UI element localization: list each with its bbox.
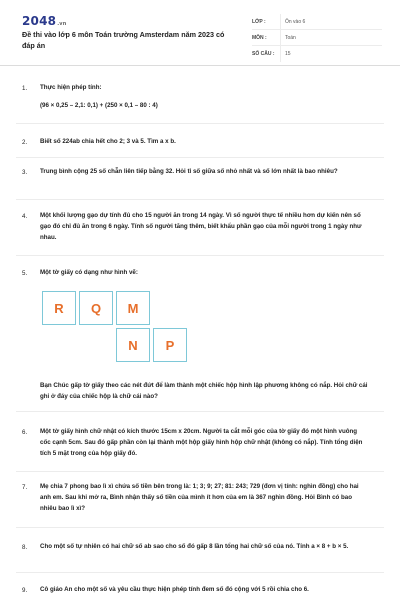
meta-value: Ôn vào 6: [280, 14, 382, 30]
question-text: Một khối lượng gạo dự tính đủ cho 15 người ăn trong 14 ngày. Vì số người thực tế nhiều hơn dự kiến nên số gạo đó chỉ đủ ăn trong 6 ngày. Tính số người tăng thêm, biết khẩu phần gạo của mỗi người trong 1 ngày như nhau.: [40, 212, 362, 241]
logo-main: 2048: [22, 14, 57, 28]
net-cell: P: [153, 328, 187, 362]
question-subtext: Bạn Chúc gấp tờ giấy theo các nét đứt để làm thành một chiếc hộp hình lập phương không có nắp. Hỏi chữ cái ghi ở đáy của chiếc hộp là chữ cái nào?: [40, 382, 368, 400]
meta-label: SỐ CÂU :: [252, 51, 275, 57]
question-number: 7.: [22, 484, 28, 491]
question-divider: [16, 199, 384, 200]
question-number: 4.: [22, 213, 28, 220]
question-text: Biết số 224ab chia hết cho 2; 3 và 5. Tìm a x b.: [40, 138, 176, 145]
net-cell: Q: [79, 291, 113, 325]
question-divider: [16, 527, 384, 528]
question-divider: [16, 411, 384, 412]
question-text: Thực hiện phép tính:: [40, 84, 102, 91]
question-text: Trung bình cộng 25 số chẵn liên tiếp bằng 32. Hỏi tỉ số giữa số nhỏ nhất và số lớn nhất là bao nhiêu?: [40, 168, 338, 175]
net-cell: R: [42, 291, 76, 325]
meta-label: LỚP :: [252, 18, 266, 25]
net-cell: M: [116, 291, 150, 325]
document-title: Đề thi vào lớp 6 môn Toán trường Amsterdam năm 2023 có đáp án: [22, 30, 225, 50]
question-number: 1.: [22, 85, 28, 92]
question-number: 6.: [22, 429, 28, 436]
logo-suffix: .vn: [57, 21, 67, 27]
question-text: Một tờ giấy có dạng như hình vẽ:: [40, 269, 138, 276]
question-divider: [16, 123, 384, 124]
question-text: Cô giáo An cho một số và yêu cầu thực hiện phép tính đem số đó cộng với 5 rồi chia cho 6.: [40, 586, 309, 593]
meta-value: Toán: [280, 30, 382, 46]
question-text: Một tờ giấy hình chữ nhật có kích thước 15cm x 20cm. Người ta cắt mỗi góc của tờ giấy đó một hình vuông cốc cạnh 5cm. Sau đó gấp phần còn lại thành một hộp giấy hình hộp chữ nhật (không có nắp). Tính tổng diện tích 5 mặt trong của hộp giấy đó.: [40, 428, 363, 457]
question-number: 5.: [22, 270, 28, 277]
meta-table: [252, 14, 382, 62]
question-divider: [16, 157, 384, 158]
question-text: Mẹ chia 7 phong bao lì xì chứa số tiền bên trong là: 1; 3; 9; 27; 81: 243; 729 (đơn vị tính: nghìn đồng) cho hai anh em. Sau khi mở ra, Bình nhận thấy số tiền của mình ít hơn của em là 367 nghìn đồng. Hỏi Bình có bao nhiêu bao lì xì?: [40, 483, 359, 512]
net-cell: N: [116, 328, 150, 362]
question-number: 9.: [22, 587, 28, 594]
meta-row-subject: [252, 30, 382, 46]
question-number: 2.: [22, 139, 28, 146]
question-divider: [16, 471, 384, 472]
meta-label: MÔN :: [252, 34, 267, 41]
question-text: Cho một số tự nhiên có hai chữ số ab sao cho số đó gấp 8 lần tổng hai chữ số của nó. Tính a × 8 + b × 5.: [40, 543, 349, 550]
meta-value: 15: [280, 46, 382, 62]
meta-row-count: [252, 46, 382, 62]
question-divider: [16, 572, 384, 573]
question-number: 8.: [22, 544, 28, 551]
question-number: 3.: [22, 169, 28, 176]
page-header: [0, 0, 400, 66]
site-logo[interactable]: [22, 14, 67, 28]
meta-row-class: [252, 14, 382, 30]
question-divider: [16, 255, 384, 256]
question-expression: (96 × 0,25 – 2,1: 0,1) + (250 × 0,1 – 80 : 4): [40, 102, 158, 109]
